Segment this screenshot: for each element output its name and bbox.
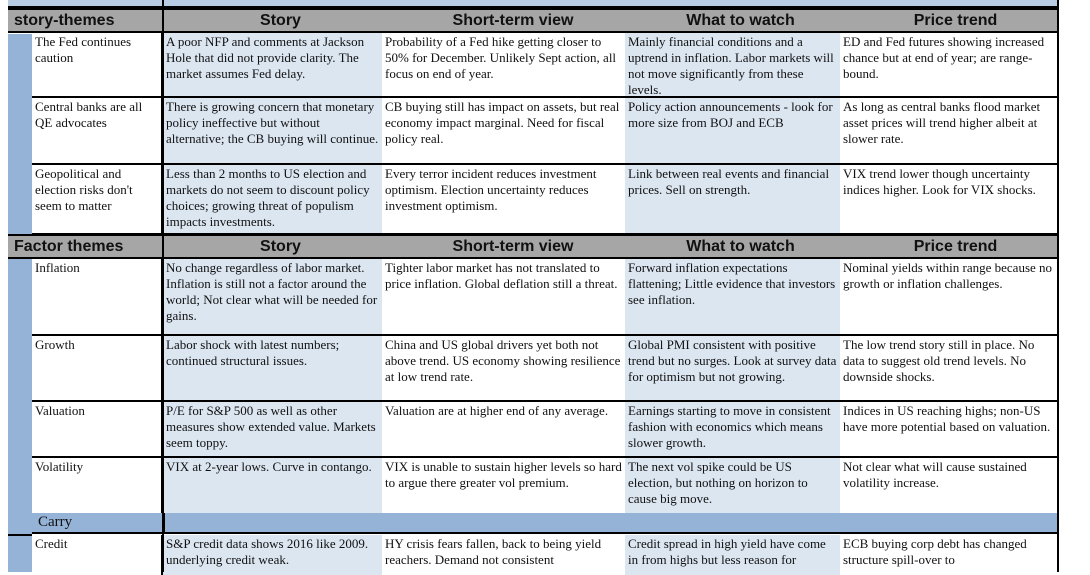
short-term-cell: Valuation are at higher end of any average. (382, 402, 625, 456)
price-cell: ED and Fed futures showing increased chance but at end of year; are range-bound. (840, 33, 1058, 96)
price-cell: Not clear what will cause sustained volatility increase. (840, 458, 1058, 513)
short-term-cell: Every terror incident reduces investment optimism. Election uncertainty reduces investment optimism. (382, 165, 625, 233)
watch-cell: Link between real events and financial prices. Sell on strength. (625, 165, 840, 233)
divider (8, 534, 32, 536)
price-cell: The low trend story still in place. No data to suggest old trend levels. No downside shocks. (840, 336, 1058, 400)
watch-cell: Credit spread in high yield have come in from highs but less reason for (625, 535, 840, 575)
col-story: Story (260, 238, 301, 255)
price-cell: ECB buying corp debt has changed structure spill-over to (840, 535, 1058, 575)
watch-cell: The next vol spike could be US election, but nothing on horizon to cause big move. (625, 458, 840, 513)
watch-cell: Mainly financial conditions and a uptrend in inflation. Labor markets will not move significantly from these levels. (625, 33, 840, 96)
table-row (32, 33, 1058, 98)
table-row (32, 458, 1058, 513)
divider (162, 0, 164, 572)
short-term-cell: Probability of a Fed hike getting closer to 50% for December. Unlikely Sept action, all focus on end of year. (382, 33, 625, 96)
table-row (32, 535, 1058, 575)
price-cell: Nominal yields within range because no growth or inflation challenges. (840, 259, 1058, 334)
theme-cell: Volatility (32, 458, 163, 513)
story-cell: Labor shock with latest numbers; continued structural issues. (163, 336, 382, 400)
story-cell: A poor NFP and comments at Jackson Hole that did not provide clarity. The market assumes Fed delay. (163, 33, 382, 96)
watch-cell: Forward inflation expectations flattening; Little evidence that investors see inflation. (625, 259, 840, 334)
price-cell: Indices in US reaching highs; non-US have more potential based on valuation. (840, 402, 1058, 456)
col-short-term: Short-term view (452, 238, 574, 255)
section-strip (8, 34, 32, 235)
watch-cell: Earnings starting to move in consistent fashion with economics which means slower growth. (625, 402, 840, 456)
short-term-cell: Tighter labor market has not translated to price inflation. Global deflation still a threat. (382, 259, 625, 334)
watch-cell: Global PMI consistent with positive trend but no surges. Look at survey data for optimism but not growing. (625, 336, 840, 400)
col-short-term: Short-term view (452, 12, 574, 29)
section-strip (8, 259, 32, 535)
table-row (32, 402, 1058, 458)
watch-cell: Policy action announcements - look for more size from BOJ and ECB (625, 98, 840, 163)
col-watch: What to watch (686, 238, 795, 255)
short-term-cell: HY crisis fears fallen, back to being yield reachers. Demand not consistent (382, 535, 625, 575)
table-row (32, 336, 1058, 402)
table-row (32, 165, 1058, 235)
story-cell: S&P credit data shows 2016 like 2009. underlying credit weak. (163, 535, 382, 575)
factor-themes-header (8, 234, 1058, 259)
story-cell: Less than 2 months to US election and markets do not seem to discount policy choices; growing threat of populism impacts investments. (163, 165, 382, 233)
theme-cell: Geopolitical and election risks don't seem to matter (32, 165, 163, 233)
table-row (32, 98, 1058, 165)
story-cell: VIX at 2-year lows. Curve in contango. (163, 458, 382, 513)
short-term-cell: China and US global drivers yet both not above trend. US economy showing resilience at low trend rate. (382, 336, 625, 400)
col-story: Story (260, 12, 301, 29)
carry-subheader (32, 513, 1058, 534)
short-term-cell: CB buying still has impact on assets, but real economy impact marginal. Need for fiscal policy real. (382, 98, 625, 163)
col-watch: What to watch (686, 12, 795, 29)
carry-label: Carry (38, 514, 73, 530)
col-price: Price trend (913, 238, 998, 255)
story-cell: No change regardless of labor market. Inflation is still not a factor around the world; Not clear what will be needed for gains. (163, 259, 382, 334)
story-themes-header (8, 8, 1058, 33)
col-price: Price trend (913, 12, 998, 29)
price-cell: VIX trend lower though uncertainty indices higher. Look for VIX shocks. (840, 165, 1058, 233)
story-cell: There is growing concern that monetary policy ineffective but without alternative; the CB buying will continue. (163, 98, 382, 163)
theme-cell: Valuation (32, 402, 163, 456)
table-row (32, 259, 1058, 336)
top-band (8, 0, 1058, 8)
section-strip (8, 535, 32, 572)
theme-cell: The Fed continues caution (32, 33, 163, 96)
theme-cell: Growth (32, 336, 163, 400)
short-term-cell: VIX is unable to sustain higher levels so hard to argue there greater vol premium. (382, 458, 625, 513)
section-title: story-themes (14, 12, 115, 29)
divider (1057, 0, 1059, 572)
theme-cell: Central banks are all QE advocates (32, 98, 163, 163)
section-title: Factor themes (14, 238, 124, 255)
theme-cell: Inflation (32, 259, 163, 334)
theme-cell: Credit (32, 535, 163, 575)
price-cell: As long as central banks flood market asset prices will trend higher albeit at slower rate. (840, 98, 1058, 163)
story-cell: P/E for S&P 500 as well as other measures show extended value. Markets seem toppy. (163, 402, 382, 456)
